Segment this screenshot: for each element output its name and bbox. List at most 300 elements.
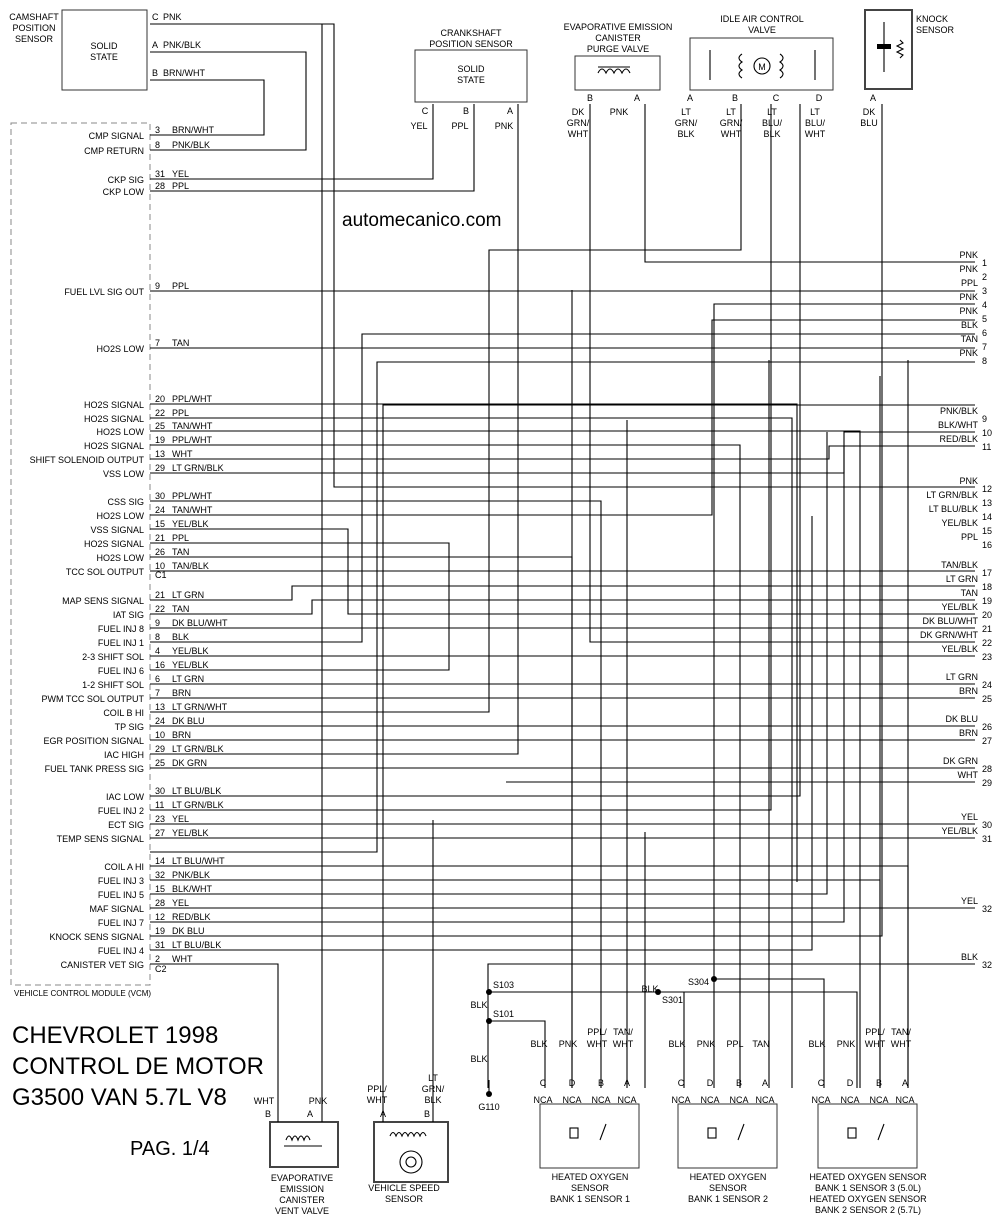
cmp-pin-color: PNK xyxy=(163,12,182,22)
vcm-module-label: VEHICLE CONTROL MODULE (VCM) xyxy=(14,989,152,998)
right-ref-number: 18 xyxy=(982,582,993,592)
o2-pin-color: PPL/ xyxy=(587,1027,607,1037)
vcm-pin-name: TP SIG xyxy=(114,722,144,732)
right-ref-number: 4 xyxy=(982,300,988,310)
vcm-pin-number: 19 xyxy=(155,435,166,445)
vcm-pin-wire-color: TAN/BLK xyxy=(172,561,209,571)
ckp-pin-color: YEL xyxy=(410,121,428,131)
vcm-pin-number: 21 xyxy=(155,533,166,543)
right-ref-number: 30 xyxy=(982,820,993,830)
splice-s301-label: S301 xyxy=(662,995,684,1005)
vcm-pin-wire-color: YEL xyxy=(172,898,190,908)
vcm-pin-number: 8 xyxy=(155,632,161,642)
vcm-pin-wire-color: PPL xyxy=(172,281,190,291)
o2-b1s2-box xyxy=(678,1104,777,1168)
vcm-pin-number: 6 xyxy=(155,674,161,684)
right-ref-number: 1 xyxy=(982,258,988,268)
vcm-pin-wire-color: YEL/BLK xyxy=(172,828,209,838)
vcm-pin-number: 9 xyxy=(155,281,161,291)
vcm-pin-name: ECT SIG xyxy=(108,820,144,830)
o2-pin: A xyxy=(623,1078,631,1088)
right-ref-number: 24 xyxy=(982,680,993,690)
vcm-pin-number: 9 xyxy=(155,618,161,628)
vcm-pin-wire-color: BRN xyxy=(172,688,192,698)
right-ref-number: 29 xyxy=(982,778,993,788)
o2-pin: D xyxy=(568,1078,576,1088)
wire-paths xyxy=(150,24,975,1122)
cmp-sensor-name: POSITION xyxy=(12,23,56,33)
evap-purge-pin-color: DK xyxy=(571,107,585,117)
vss-name: SENSOR xyxy=(384,1194,424,1204)
vcm-pin-wire-color: YEL xyxy=(172,169,190,179)
vcm-pin-name: TEMP SENS SIGNAL xyxy=(56,834,144,844)
vcm-pin-name: FUEL INJ 5 xyxy=(97,890,144,900)
ground-wire-color: BLK xyxy=(470,1000,488,1010)
vcm-pin-number: 25 xyxy=(155,421,166,431)
vcm-pin-wire-color: DK BLU xyxy=(172,716,205,726)
vcm-pin-name: EGR POSITION SIGNAL xyxy=(43,736,144,746)
right-ref-number: 13 xyxy=(982,498,993,508)
evap-purge-pin: A xyxy=(633,93,641,103)
vcm-pin-number: C1 xyxy=(155,570,167,580)
vcm-pin-number: 27 xyxy=(155,828,166,838)
iac-pin-color: WHT xyxy=(804,129,826,139)
iac-pin: A xyxy=(686,93,694,103)
vcm-pin-wire-color: PNK/BLK xyxy=(172,140,211,150)
right-ref-number: 8 xyxy=(982,356,988,366)
o2-pin: D xyxy=(706,1078,714,1088)
o2-sensor-name: SENSOR xyxy=(708,1183,748,1193)
vcm-pin-name: CKP SIG xyxy=(107,175,144,185)
o2-pin-color: PNK xyxy=(558,1039,578,1049)
wire-run xyxy=(150,516,812,950)
vcm-pin-wire-color: LT BLU/BLK xyxy=(172,786,222,796)
vcm-pin-number: 11 xyxy=(155,800,165,810)
o2-pin: B xyxy=(875,1078,883,1088)
vcm-pin-name: IAC LOW xyxy=(105,792,144,802)
vcm-pin-wire-color: WHT xyxy=(172,449,193,459)
vcm-pin-number: 30 xyxy=(155,786,166,796)
right-ref-number: 32 xyxy=(982,960,993,970)
vcm-pin-wire-color: LT BLU/BLK xyxy=(172,940,222,950)
right-ref-wire-color: LT BLU/BLK xyxy=(928,504,978,514)
iac-pin-color: LT xyxy=(681,107,691,117)
right-ref-wire-color: BLK xyxy=(960,320,978,330)
vcm-pin-name: FUEL TANK PRESS SIG xyxy=(44,764,144,774)
vcm-pin-number: 15 xyxy=(155,884,166,894)
vcm-pin-name: MAP SENS SIGNAL xyxy=(62,596,144,606)
vcm-pin-wire-color: LT BLU/WHT xyxy=(172,856,225,866)
evap-purge-pin-color: PNK xyxy=(609,107,629,117)
vcm-pin-wire-color: PPL/WHT xyxy=(172,491,213,501)
evap-vent-box xyxy=(270,1122,338,1167)
right-ref-wire-color: BRN xyxy=(958,686,978,696)
o2-pin-color: BLK xyxy=(808,1039,826,1049)
o2-pin-color: PNK xyxy=(836,1039,856,1049)
o2-nca: NCA xyxy=(840,1095,860,1105)
right-ref-wire-color: DK GRN/WHT xyxy=(920,630,978,640)
knock-sensor-name: KNOCK xyxy=(916,14,949,24)
o2-nca: NCA xyxy=(533,1095,553,1105)
right-ref-number: 22 xyxy=(982,638,993,648)
vcm-pin-wire-color: PPL xyxy=(172,181,190,191)
iac-pin: C xyxy=(772,93,780,103)
right-ref-wire-color: WHT xyxy=(957,770,978,780)
evap-purge-pin-color: GRN/ xyxy=(566,118,590,128)
o2-pin: C xyxy=(817,1078,825,1088)
o2-sensor-name: HEATED OXYGEN xyxy=(551,1172,629,1182)
vcm-pin-number: 7 xyxy=(155,338,161,348)
knock-sensor-name: SENSOR xyxy=(916,25,955,35)
vcm-pin-name: 1-2 SHIFT SOL xyxy=(82,680,144,690)
wire-run xyxy=(150,418,792,1088)
right-ref-wire-color: DK GRN xyxy=(942,756,978,766)
right-ref-number: 7 xyxy=(982,342,988,352)
right-ref-number: 3 xyxy=(982,286,988,296)
vcm-pin-name: 2-3 SHIFT SOL xyxy=(82,652,144,662)
vcm-pin-name: HO2S SIGNAL xyxy=(83,400,144,410)
iac-pin-color: BLK xyxy=(763,129,781,139)
right-ref-number: 16 xyxy=(982,540,993,550)
ckp-pin-color: PNK xyxy=(494,121,514,131)
vcm-pin-name: COIL B HI xyxy=(103,708,144,718)
vcm-pin-wire-color: BRN xyxy=(172,730,192,740)
iac-pin-color: BLU/ xyxy=(761,118,783,128)
vcm-pin-number: 32 xyxy=(155,870,166,880)
vcm-pin-wire-color: YEL/BLK xyxy=(172,646,209,656)
vcm-pin-wire-color: DK BLU xyxy=(172,926,205,936)
evap-purge-box xyxy=(575,56,660,90)
o2-pin-color: TAN xyxy=(752,1039,770,1049)
iac-valve-name: IDLE AIR CONTROL xyxy=(720,14,804,24)
right-ref-number: 12 xyxy=(982,484,993,494)
vcm-pin-name: CMP RETURN xyxy=(84,146,144,156)
right-ref-wire-color: TAN/BLK xyxy=(941,560,978,570)
vcm-pin-wire-color: TAN xyxy=(172,547,190,557)
vss-pin: A xyxy=(379,1109,387,1119)
vcm-pin-name: PWM TCC SOL OUTPUT xyxy=(41,694,144,704)
vcm-pin-wire-color: TAN/WHT xyxy=(172,505,213,515)
vcm-pin-wire-color: WHT xyxy=(172,954,193,964)
o2-b1s3-box xyxy=(818,1104,917,1168)
wire-run xyxy=(150,104,741,712)
vcm-pin-name: FUEL INJ 4 xyxy=(97,946,144,956)
o2-pin-color: WHT xyxy=(586,1039,608,1049)
right-ref-wire-color: TAN xyxy=(960,588,978,598)
cmp-pin: C xyxy=(152,12,159,22)
right-ref-wire-color: LT GRN xyxy=(945,574,978,584)
evap-purge-pin: B xyxy=(586,93,594,103)
splice-wire-color: BLK xyxy=(641,984,659,994)
right-ref-wire-color: YEL/BLK xyxy=(941,826,978,836)
right-ref-number: 5 xyxy=(982,314,988,324)
ckp-inner-label: SOLID xyxy=(457,64,485,74)
right-ref-wire-color: BRN xyxy=(958,728,978,738)
vcm-pin-number: 20 xyxy=(155,394,166,404)
o2-pin: A xyxy=(761,1078,769,1088)
vcm-pin-number: C2 xyxy=(155,964,167,974)
ckp-sensor-name: POSITION SENSOR xyxy=(429,39,513,49)
wire-run xyxy=(489,1021,548,1088)
right-ref-wire-color: PPL xyxy=(960,278,978,288)
right-ref-wire-color: PNK xyxy=(959,264,978,274)
o2-sensor-name: BANK 1 SENSOR 1 xyxy=(549,1194,631,1204)
right-ref-number: 11 xyxy=(982,442,992,452)
static-shapes xyxy=(11,10,917,1182)
o2-sensor-name: HEATED OXYGEN SENSOR xyxy=(809,1172,927,1182)
wire-run xyxy=(150,104,882,936)
vcm-pin-wire-color: DK BLU/WHT xyxy=(172,618,228,628)
o2-sensor-name: HEATED OXYGEN xyxy=(689,1172,767,1182)
right-ref-wire-color: PNK xyxy=(959,348,978,358)
vcm-pin-number: 29 xyxy=(155,744,166,754)
vcm-pin-number: 31 xyxy=(155,940,166,950)
right-ref-wire-color: PNK xyxy=(959,476,978,486)
iac-pin-color: GRN/ xyxy=(719,118,743,128)
o2-pin: B xyxy=(597,1078,605,1088)
vcm-pin-number: 14 xyxy=(155,856,166,866)
vcm-pin-name: SHIFT SOLENOID OUTPUT xyxy=(29,455,144,465)
splice-s103-label: S103 xyxy=(493,980,515,990)
iac-motor-label: M xyxy=(758,62,766,72)
cmp-pin-color: BRN/WHT xyxy=(163,68,205,78)
knock-pin-color: BLU xyxy=(860,118,878,128)
right-ref-number: 15 xyxy=(982,526,993,536)
right-ref-wire-color: YEL xyxy=(960,896,978,906)
evap-purge-name: EVAPORATIVE EMISSION xyxy=(563,22,673,32)
knock-pin-color: DK xyxy=(862,107,876,117)
vcm-pin-wire-color: LT GRN xyxy=(172,674,205,684)
vcm-pin-number: 15 xyxy=(155,519,166,529)
wire-run xyxy=(383,405,975,1122)
vcm-pin-name: CSS SIG xyxy=(107,497,144,507)
o2-nca: NCA xyxy=(895,1095,915,1105)
watermark-text: automecanico.com xyxy=(342,210,502,231)
evap-vent-pin: A xyxy=(306,1109,314,1119)
vcm-pin-wire-color: LT GRN/WHT xyxy=(172,702,228,712)
o2-pin-color: WHT xyxy=(612,1039,634,1049)
wire-run xyxy=(150,104,800,796)
cmp-pin-color: PNK/BLK xyxy=(163,40,202,50)
right-ref-wire-color: LT GRN/BLK xyxy=(926,490,978,500)
vcm-pin-number: 3 xyxy=(155,125,161,135)
splice-s304-label: S304 xyxy=(688,977,710,987)
vcm-pin-name: TCC SOL OUTPUT xyxy=(65,567,144,577)
cmp-sensor-name: SENSOR xyxy=(14,34,54,44)
cmp-inner-label: STATE xyxy=(90,52,118,62)
cmp-pin: B xyxy=(152,68,159,78)
vcm-pin-number: 24 xyxy=(155,716,166,726)
vcm-pin-number: 13 xyxy=(155,702,166,712)
right-ref-number: 26 xyxy=(982,722,993,732)
vss-pin-color: WHT xyxy=(366,1095,388,1105)
splice-s101-label: S101 xyxy=(493,1009,515,1019)
vcm-pin-name: MAF SIGNAL xyxy=(89,904,144,914)
iac-pin-color: BLK xyxy=(677,129,695,139)
right-ref-number: 27 xyxy=(982,736,993,746)
knock-pin: A xyxy=(869,93,877,103)
right-ref-number: 14 xyxy=(982,512,993,522)
vcm-pin-wire-color: LT GRN/BLK xyxy=(172,744,224,754)
right-ref-wire-color: YEL/BLK xyxy=(941,644,978,654)
vss-pin-color: LT xyxy=(428,1073,438,1083)
vcm-pin-wire-color: YEL/BLK xyxy=(172,519,209,529)
vcm-pin-wire-color: TAN xyxy=(172,604,190,614)
vcm-pin-number: 29 xyxy=(155,463,166,473)
wire-run xyxy=(590,104,975,642)
right-ref-number: 9 xyxy=(982,414,988,424)
vcm-pin-wire-color: BRN/WHT xyxy=(172,125,214,135)
right-ref-number: 17 xyxy=(982,568,993,578)
iac-pin-color: LT xyxy=(810,107,820,117)
wire-run xyxy=(488,964,975,1088)
o2-nca: NCA xyxy=(729,1095,749,1105)
vcm-pin-number: 16 xyxy=(155,660,166,670)
wire-run xyxy=(150,432,975,473)
o2-pin-color: PPL/ xyxy=(865,1027,885,1037)
iac-valve-name: VALVE xyxy=(748,25,776,35)
vcm-pin-name: FUEL INJ 8 xyxy=(97,624,144,634)
right-ref-wire-color: TAN xyxy=(960,334,978,344)
vcm-pin-wire-color: YEL/BLK xyxy=(172,660,209,670)
vcm-pin-wire-color: LT GRN xyxy=(172,590,205,600)
right-ref-wire-color: PNK xyxy=(959,292,978,302)
o2-pin-color: WHT xyxy=(890,1039,912,1049)
vcm-pin-wire-color: LT GRN/BLK xyxy=(172,463,224,473)
right-ref-wire-color: YEL/BLK xyxy=(941,518,978,528)
vcm-pin-name: HO2S LOW xyxy=(96,344,144,354)
vss-name: VEHICLE SPEED xyxy=(368,1183,440,1193)
vcm-pin-name: VSS SIGNAL xyxy=(90,525,144,535)
right-ref-wire-color: RED/BLK xyxy=(939,434,978,444)
vcm-pin-number: 25 xyxy=(155,758,166,768)
vcm-pin-wire-color: YEL xyxy=(172,814,190,824)
right-ref-number: 31 xyxy=(982,834,993,844)
evap-vent-pin-color: PNK xyxy=(308,1096,328,1106)
vcm-pin-number: 7 xyxy=(155,688,161,698)
iac-pin: D xyxy=(815,93,823,103)
vcm-pin-wire-color: PPL/WHT xyxy=(172,435,213,445)
right-ref-wire-color: LT GRN xyxy=(945,672,978,682)
vcm-pin-name: COIL A HI xyxy=(104,862,144,872)
o2-nca: NCA xyxy=(700,1095,720,1105)
iac-pin-color: BLU/ xyxy=(804,118,826,128)
vcm-pin-number: 13 xyxy=(155,449,166,459)
o2-pin: B xyxy=(735,1078,743,1088)
right-ref-wire-color: BLK/WHT xyxy=(937,420,978,430)
vss-pin-color: GRN/ xyxy=(421,1084,445,1094)
o2-nca: NCA xyxy=(869,1095,889,1105)
iac-pin: B xyxy=(731,93,739,103)
right-ref-number: 23 xyxy=(982,652,993,662)
o2-b1s1-box xyxy=(540,1104,639,1168)
vcm-pin-wire-color: LT GRN/BLK xyxy=(172,800,224,810)
knock-sensor-box xyxy=(865,10,912,89)
vcm-pin-wire-color: BLK/WHT xyxy=(172,884,213,894)
o2-nca: NCA xyxy=(811,1095,831,1105)
right-ref-wire-color: BLK xyxy=(960,952,978,962)
o2-pin-color: TAN/ xyxy=(613,1027,633,1037)
right-ref-number: 2 xyxy=(982,272,988,282)
vcm-pin-wire-color: PPL/WHT xyxy=(172,394,213,404)
right-ref-number: 21 xyxy=(982,624,993,634)
wire-run xyxy=(150,600,975,614)
wire-run xyxy=(150,362,975,852)
o2-nca: NCA xyxy=(562,1095,582,1105)
cmp-sensor-name: CAMSHAFT xyxy=(9,12,59,22)
evap-purge-name: CANISTER xyxy=(595,33,641,43)
o2-nca: NCA xyxy=(671,1095,691,1105)
right-ref-number: 20 xyxy=(982,610,993,620)
ckp-sensor-name: CRANKSHAFT xyxy=(440,28,502,38)
vss-pin-color: BLK xyxy=(424,1095,442,1105)
evap-vent-name: CANISTER xyxy=(279,1195,325,1205)
ckp-pin: A xyxy=(506,106,514,116)
vcm-pin-name: HO2S LOW xyxy=(96,427,144,437)
o2-pin-color: PNK xyxy=(696,1039,716,1049)
right-ref-number: 19 xyxy=(982,596,993,606)
vcm-pin-wire-color: TAN/WHT xyxy=(172,421,213,431)
ground-wire-color: BLK xyxy=(470,1054,488,1064)
wire-run xyxy=(150,334,975,642)
vcm-pin-number: 12 xyxy=(155,912,166,922)
ckp-inner-label: STATE xyxy=(457,75,485,85)
vcm-pin-number: 28 xyxy=(155,181,166,191)
o2-pin-color: WHT xyxy=(864,1039,886,1049)
right-ref-wire-color: YEL/BLK xyxy=(941,602,978,612)
vss-pin-color: PPL/ xyxy=(367,1084,387,1094)
wire-run xyxy=(150,586,975,600)
evap-purge-name: PURGE VALVE xyxy=(586,44,650,54)
ckp-pin: B xyxy=(462,106,470,116)
vcm-pin-name: CMP SIGNAL xyxy=(88,131,144,141)
vcm-pin-number: 28 xyxy=(155,898,166,908)
iac-pin-color: GRN/ xyxy=(674,118,698,128)
right-ref-number: 32 xyxy=(982,904,993,914)
vcm-pin-name: IAC HIGH xyxy=(103,750,144,760)
iac-pin-color: WHT xyxy=(720,129,742,139)
vcm-pin-name: CANISTER VET SIG xyxy=(60,960,144,970)
right-ref-number: 6 xyxy=(982,328,988,338)
right-ref-wire-color: PNK/BLK xyxy=(939,406,978,416)
o2-nca: NCA xyxy=(591,1095,611,1105)
o2-sensor-name: BANK 1 SENSOR 2 xyxy=(687,1194,769,1204)
vcm-pin-name: FUEL LVL SIG OUT xyxy=(64,287,144,297)
vcm-pin-number: 4 xyxy=(155,646,161,656)
ckp-pin: C xyxy=(421,106,429,116)
right-ref-number: 25 xyxy=(982,694,993,704)
vcm-pin-wire-color: BLK xyxy=(172,632,190,642)
title-line: CONTROL DE MOTOR xyxy=(12,1053,265,1080)
right-ref-wire-color: PPL xyxy=(960,532,978,542)
vcm-pin-name: FUEL INJ 2 xyxy=(97,806,144,816)
vcm-pin-name: CKP LOW xyxy=(102,187,144,197)
vcm-pin-wire-color: PPL xyxy=(172,533,190,543)
o2-sensor-name: HEATED OXYGEN SENSOR xyxy=(809,1194,927,1204)
title-line: CHEVROLET 1998 xyxy=(12,1022,219,1049)
vcm-pin-wire-color: DK GRN xyxy=(172,758,208,768)
o2-pin: A xyxy=(901,1078,909,1088)
o2-pin: C xyxy=(539,1078,547,1088)
vcm-pin-number: 22 xyxy=(155,604,166,614)
vcm-pin-number: 10 xyxy=(155,561,166,571)
vcm-pin-name: HO2S LOW xyxy=(96,553,144,563)
wire-run xyxy=(150,446,975,459)
o2-nca: NCA xyxy=(617,1095,637,1105)
vcm-pin-number: 19 xyxy=(155,926,166,936)
evap-vent-pin: B xyxy=(264,1109,272,1119)
vss-pin: B xyxy=(423,1109,431,1119)
